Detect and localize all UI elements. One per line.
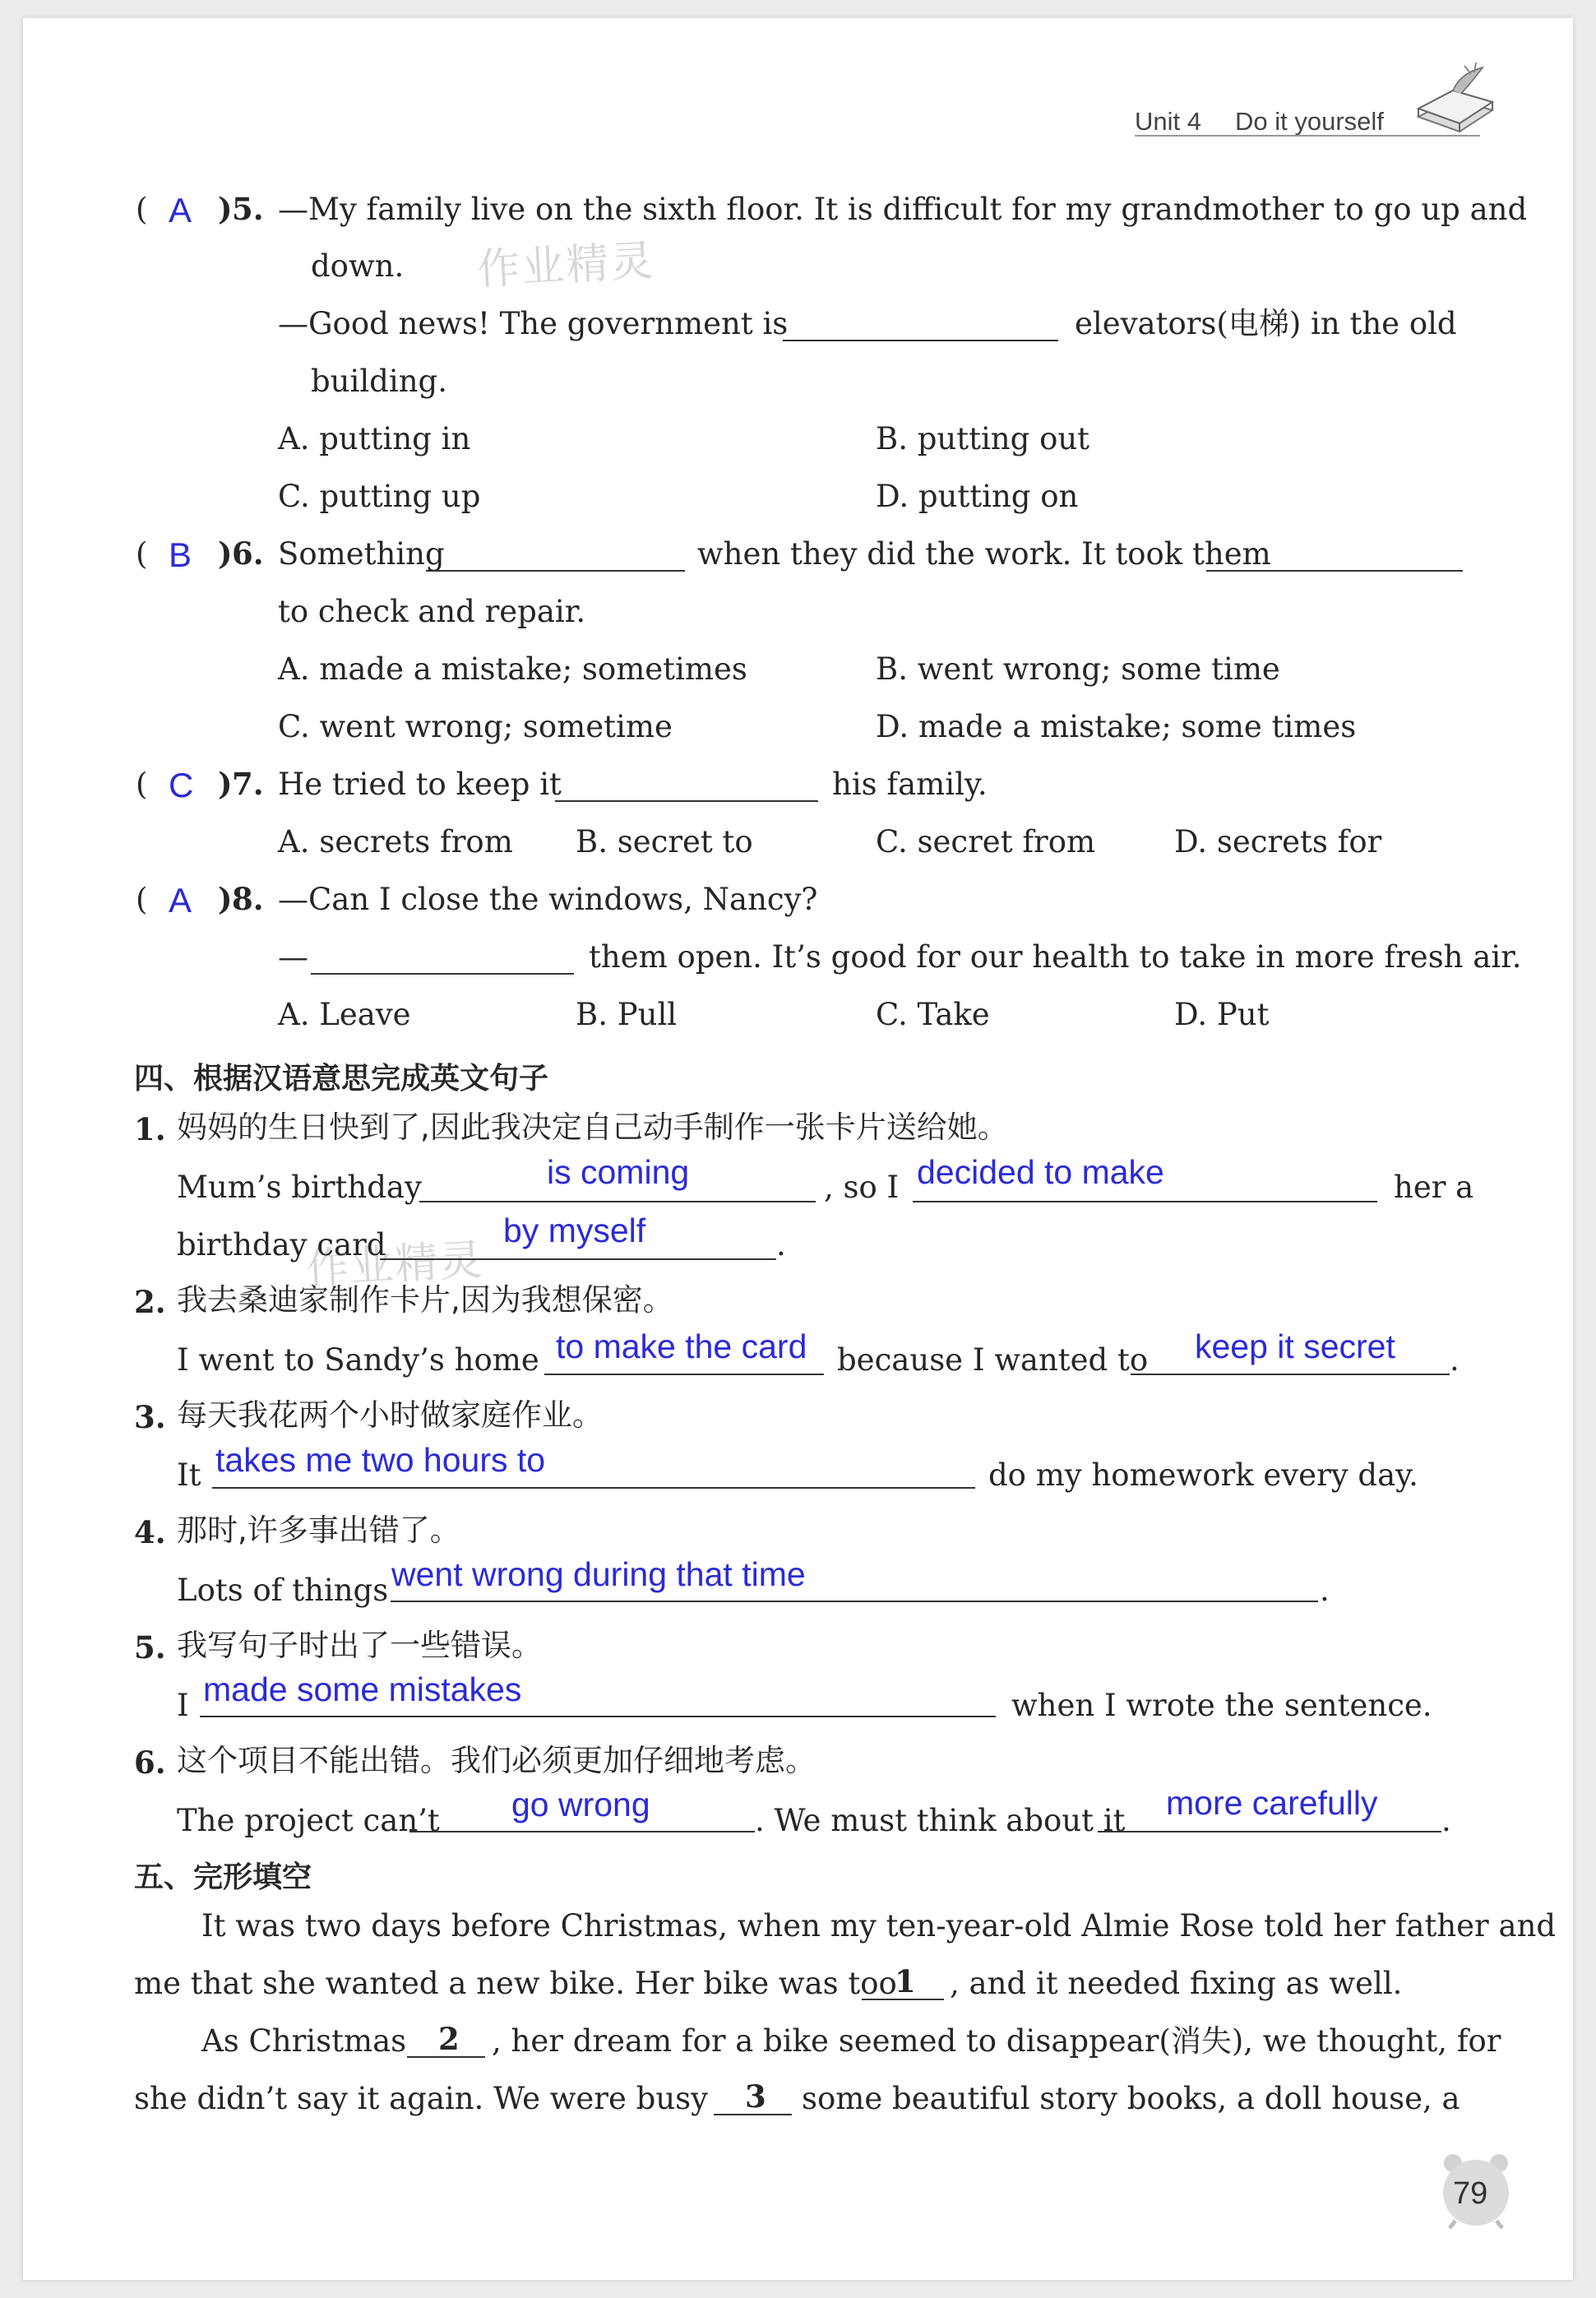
q7-blank[interactable] (555, 800, 818, 802)
q6-answer: B (169, 535, 192, 574)
s5-para-line2a: me that she wanted a new bike. Her bike was too (134, 1966, 897, 2001)
s4-2-answer-1: to make the card (556, 1327, 807, 1365)
q5-line3b: elevators(电梯) in the old (1075, 306, 1457, 341)
q5-blank[interactable] (783, 340, 1058, 341)
q8-option-b: B. Pull (576, 997, 678, 1032)
header-unit: Unit 4 (1135, 107, 1201, 136)
s4-6-text-c: . (1441, 1803, 1451, 1838)
s4-6-answer-2: more carefully (1166, 1784, 1378, 1822)
q8-line1: —Can I close the windows, Nancy? (278, 882, 818, 917)
q6-paren-open: ( (136, 536, 148, 572)
q6-line1b: when they did the work. It took them (697, 536, 1271, 572)
q5-option-d: D. putting on (876, 479, 1079, 514)
q6-option-c: C. went wrong; sometime (278, 709, 673, 744)
q5-paren-close: ) (218, 191, 233, 227)
q8-line2a: — (278, 939, 308, 975)
s4-3-text-a: It (177, 1457, 201, 1493)
s4-2-text-b: because I wanted to (837, 1342, 1149, 1378)
q5-line2: down. (311, 248, 405, 284)
q7-paren-open: ( (136, 767, 148, 802)
s4-1-text-e: . (776, 1227, 786, 1263)
page-number: 79 (1453, 2176, 1488, 2211)
s4-6-blank-1[interactable] (409, 1831, 755, 1832)
q5-answer: A (169, 191, 192, 229)
q5-option-b: B. putting out (876, 421, 1090, 456)
q7-option-d: D. secrets for (1174, 824, 1382, 859)
q7-option-a: A. secrets from (278, 824, 513, 859)
s4-5-blank[interactable] (200, 1716, 996, 1717)
s4-1-answer-1: is coming (547, 1153, 690, 1191)
s4-1-text-d: birthday card (177, 1227, 386, 1263)
s5-para-line4b: some beautiful story books, a doll house, a (802, 2081, 1460, 2116)
s4-2-number: 2. (134, 1284, 166, 1320)
s4-3-number: 3. (134, 1399, 166, 1435)
s4-6-answer-1: go wrong (511, 1786, 650, 1823)
q6-option-b: B. went wrong; some time (876, 651, 1280, 687)
s5-para-line4a: she didn’t say it again. We were busy (134, 2081, 709, 2116)
s4-6-chinese: 这个项目不能出错。我们必须更加仔细地考虑。 (177, 1743, 816, 1778)
s4-1-answer-2: decided to make (917, 1153, 1164, 1191)
s5-blank-3: 3 (745, 2078, 766, 2115)
s4-4-text-b: . (1320, 1573, 1330, 1608)
q7-line1a: He tried to keep it (278, 767, 562, 802)
q5-line3a: —Good news! The government is (278, 306, 789, 341)
s4-6-number: 6. (134, 1744, 166, 1781)
s4-2-text-c: . (1450, 1342, 1460, 1378)
q7-number: 7. (232, 766, 264, 802)
s4-2-chinese: 我去桑迪家制作卡片,因为我想保密。 (177, 1282, 673, 1318)
s4-1-chinese: 妈妈的生日快到了,因此我决定自己动手制作一张卡片送给她。 (177, 1110, 1008, 1145)
watermark-mid: 作业精灵 (304, 1235, 485, 1295)
s4-2-blank-1[interactable] (544, 1374, 824, 1375)
q8-option-a: A. Leave (278, 997, 411, 1032)
q7-option-b: B. secret to (576, 824, 753, 859)
s4-2-blank-2[interactable] (1131, 1374, 1450, 1375)
q6-number: 6. (232, 535, 264, 572)
s4-5-text-b: when I wrote the sentence. (1011, 1688, 1432, 1723)
q6-blank-2[interactable] (1206, 570, 1463, 572)
s4-1-text-a: Mum’s birthday (177, 1170, 422, 1205)
s4-4-chinese: 那时,许多事出错了。 (177, 1513, 460, 1548)
s4-5-number: 5. (134, 1629, 166, 1666)
q6-line1a: Something (278, 536, 445, 572)
s5-para-line2b: , and it needed fixing as well. (950, 1966, 1403, 2001)
q5-number: 5. (232, 191, 264, 227)
q6-paren-close: ) (218, 535, 233, 572)
page-number-badge (1435, 2148, 1517, 2231)
q8-answer: A (169, 881, 192, 920)
s4-1-text-b: , so I (824, 1170, 900, 1205)
s4-4-text-a: Lots of things (177, 1573, 389, 1608)
q5-line1: —My family live on the sixth floor. It is difficult for my grandmother to go up and (278, 192, 1528, 227)
q8-number: 8. (232, 881, 264, 917)
section5-title: 五、完形填空 (134, 1860, 312, 1894)
s5-blank-1: 1 (895, 1963, 916, 1999)
q8-option-c: C. Take (876, 997, 990, 1032)
s4-3-chinese: 每天我花两个小时做家庭作业。 (177, 1397, 603, 1433)
s4-6-blank-2[interactable] (1098, 1831, 1441, 1832)
q8-line2b: them open. It’s good for our health to take in more fresh air. (589, 939, 1522, 975)
q5-paren-open: ( (136, 192, 148, 227)
s4-5-text-a: I (177, 1688, 189, 1723)
s4-4-number: 4. (134, 1514, 166, 1550)
s4-1-number: 1. (134, 1111, 166, 1147)
q7-answer: C (169, 766, 194, 804)
s5-blank-2: 2 (438, 2021, 460, 2057)
q7-paren-close: ) (218, 766, 233, 802)
q6-option-a: A. made a mistake; sometimes (278, 651, 747, 687)
s4-3-blank[interactable] (212, 1487, 975, 1489)
s4-2-text-a: I went to Sandy’s home (177, 1342, 539, 1378)
q6-line2: to check and repair. (278, 594, 586, 629)
q7-option-c: C. secret from (876, 824, 1096, 859)
q6-blank-1[interactable] (426, 570, 685, 572)
q5-line4: building. (311, 364, 447, 399)
s4-6-text-a: The project can’t (177, 1803, 440, 1838)
s4-6-text-b: . We must think about it (755, 1803, 1126, 1838)
s4-2-answer-2: keep it secret (1195, 1327, 1395, 1365)
s5-para-line3b: , her dream for a bike seemed to disappear(消失), we thought, for (492, 2023, 1501, 2059)
s4-1-text-c: her a (1394, 1170, 1474, 1205)
watermark-top: 作业精灵 (475, 236, 656, 295)
q5-option-c: C. putting up (278, 479, 481, 514)
s4-4-answer-1: went wrong during that time (391, 1555, 806, 1593)
s5-para-line1: It was two days before Christmas, when my ten-year-old Almie Rose told her father and (201, 1908, 1557, 1944)
s5-para-line3a: As Christmas (201, 2023, 407, 2059)
s4-1-answer-3: by myself (503, 1212, 646, 1249)
q5-option-a: A. putting in (278, 421, 471, 456)
s4-1-blank-1[interactable] (419, 1201, 816, 1202)
s4-5-chinese: 我写句子时出了一些错误。 (177, 1628, 542, 1663)
section4-title: 四、根据汉语意思完成英文句子 (134, 1062, 549, 1096)
q8-blank[interactable] (311, 973, 574, 975)
s4-1-blank-2[interactable] (913, 1201, 1377, 1202)
s4-3-answer-1: takes me two hours to (215, 1441, 546, 1479)
s4-4-blank[interactable] (391, 1601, 1318, 1602)
s4-3-text-b: do my homework every day. (988, 1457, 1418, 1493)
q8-paren-close: ) (218, 881, 233, 917)
q6-option-d: D. made a mistake; some times (876, 709, 1357, 744)
header-title: Do it yourself (1235, 107, 1384, 136)
q7-line1b: his family. (832, 767, 988, 802)
s4-1-blank-3[interactable] (380, 1258, 776, 1260)
q8-paren-open: ( (136, 882, 148, 917)
q8-option-d: D. Put (1174, 997, 1270, 1032)
books-icon (1410, 59, 1501, 141)
s4-5-answer-1: made some mistakes (203, 1670, 522, 1708)
